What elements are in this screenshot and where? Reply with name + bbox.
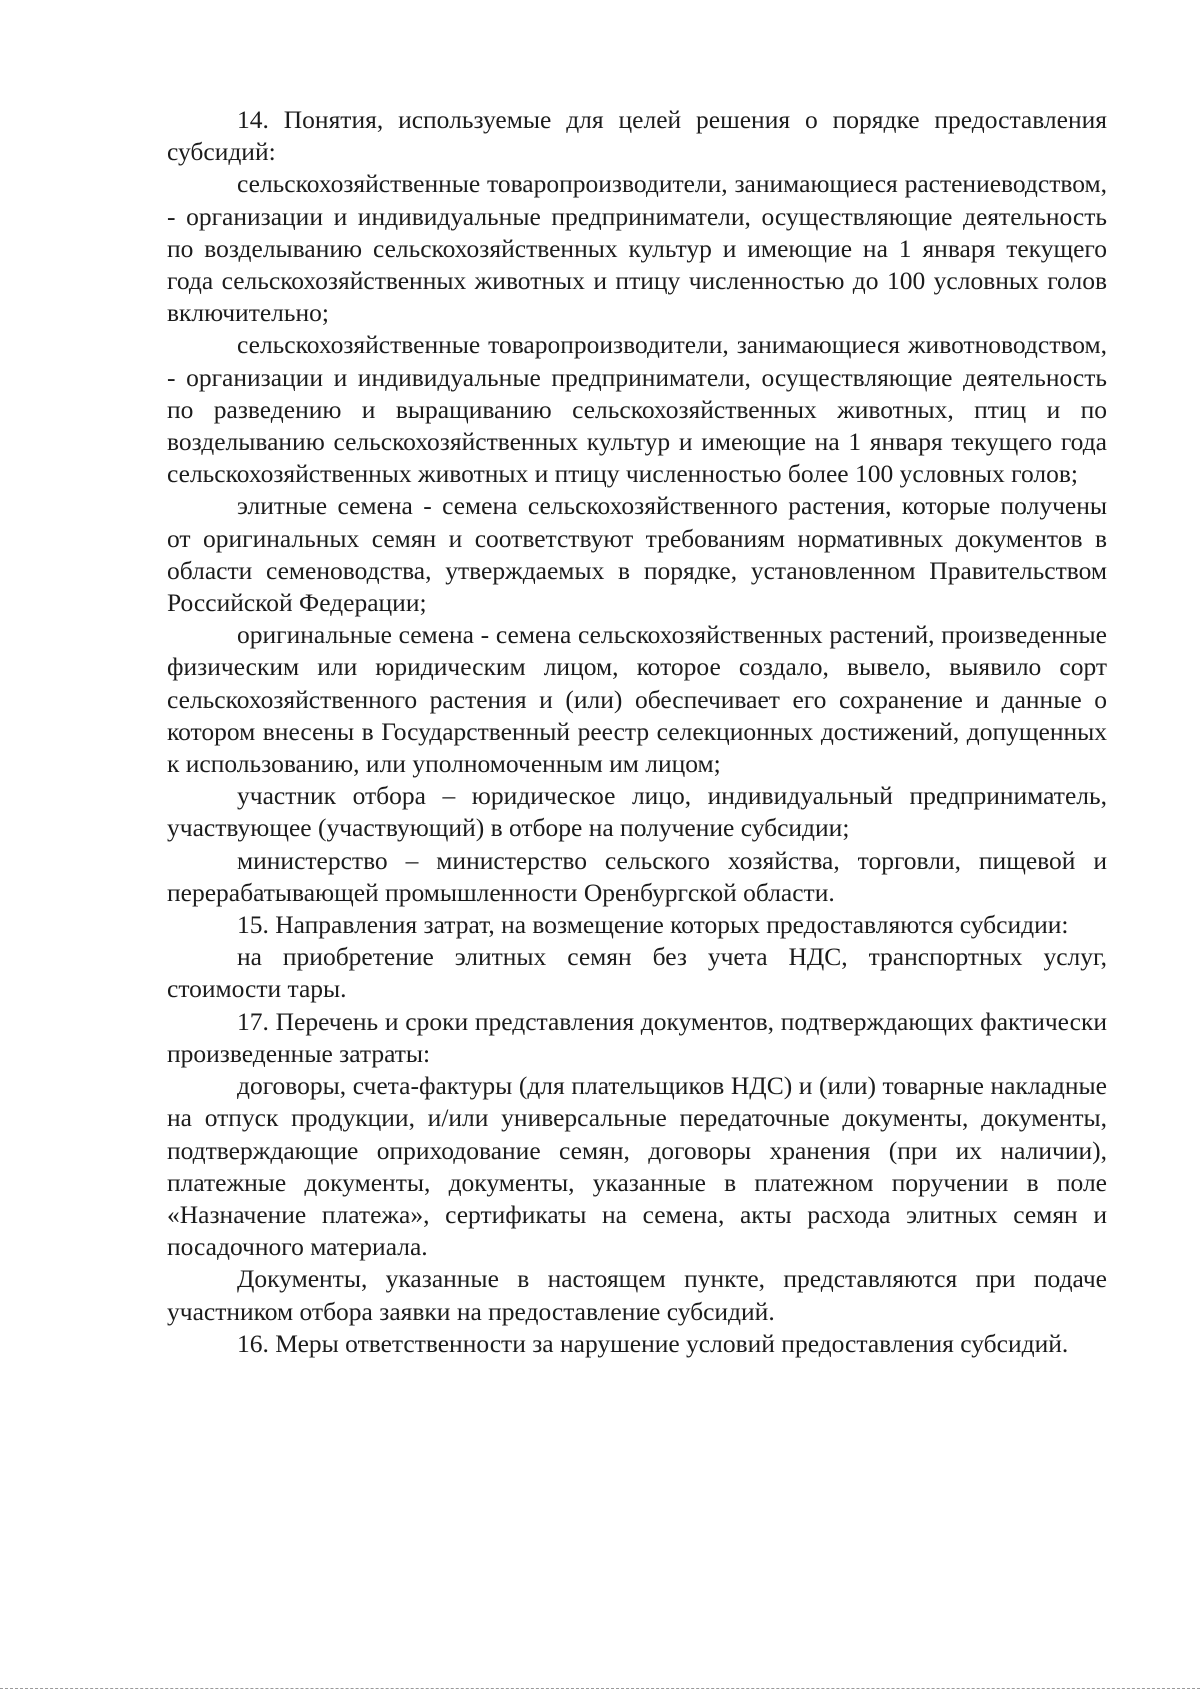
paragraph-15-cost-directions: 15. Направления затрат, на возмещение которых предоставляются субсидии: <box>237 910 1069 940</box>
paragraph-definition-ministry: министерство – министерство сельского хозяйства, торговли, пищевой и перерабатывающей промышленности Оренбургской области. <box>167 845 1107 907</box>
paragraph-definition-selection-participant: участник отбора – юридическое лицо, индивидуальный предприниматель, участвующее (участвующий) в отборе на получение субсидии; <box>167 781 1107 843</box>
paragraph-document-submission: Документы, указанные в настоящем пункте, представляются при подаче участником отбора заявки на предоставление субсидий. <box>167 1264 1107 1326</box>
paragraph-elite-seed-purchase: на приобретение элитных семян без учета НДС, транспортных услуг, стоимости тары. <box>167 942 1107 1004</box>
paragraph-definition-elite-seeds: элитные семена - семена сельскохозяйственного растения, которые получены от оригинальных семян и соответствуют требованиям нормативных документов в области семеноводства, утверждаемых в порядке, установленном Правительством Российской Федерации; <box>167 491 1107 618</box>
scan-edge-divider <box>0 1688 1200 1689</box>
paragraph-definition-original-seeds: оригинальные семена - семена сельскохозяйственных растений, произведенные физическим или юридическим лицом, которое создало, вывело, выявило сорт сельскохозяйственного растения и (или) обеспечивает его сохранение и данные о котором внесены в Государственный реестр селекционных достижений, допущенных к использованию, или уполномоченным им лицом; <box>167 620 1107 779</box>
paragraph-definition-livestock-producers: сельскохозяйственные товаропроизводители, занимающиеся животноводством, - организации и индивидуальные предприниматели, осуществляющие деятельность по разведению и выращиванию сельскохозяйственных животных, птиц и по возделыванию сельскохозяйственных культур и имеющие на 1 января текущего года сельскохозяйственных животных и птицу численностью более 100 условных голов; <box>167 330 1107 489</box>
paragraph-required-documents: договоры, счета-фактуры (для плательщиков НДС) и (или) товарные накладные на отпуск продукции, и/или универсальные передаточные документы, документы, подтверждающие оприходование семян, договоры хранения (при их наличии), платежные документы, документы, указанные в платежном поручении в поле «Назначение платежа», сертификаты на семена, акты расхода элитных семян и посадочного материала. <box>167 1071 1107 1262</box>
paragraph-14-concepts-heading: 14. Понятия, используемые для целей решения о порядке предоставления субсидий: <box>167 105 1107 167</box>
document-body <box>167 104 1107 1360</box>
paragraph-16-liability: 16. Меры ответственности за нарушение условий предоставления субсидий. <box>237 1328 1069 1358</box>
paragraph-17-document-list: 17. Перечень и сроки представления документов, подтверждающих фактически произведенные затраты: <box>167 1006 1107 1068</box>
paragraph-definition-crop-producers: сельскохозяйственные товаропроизводители, занимающиеся растениеводством, - организации и индивидуальные предприниматели, осуществляющие деятельность по возделыванию сельскохозяйственных культур и имеющие на 1 января текущего года сельскохозяйственных животных и птицу численностью до 100 условных голов включительно; <box>167 169 1107 328</box>
